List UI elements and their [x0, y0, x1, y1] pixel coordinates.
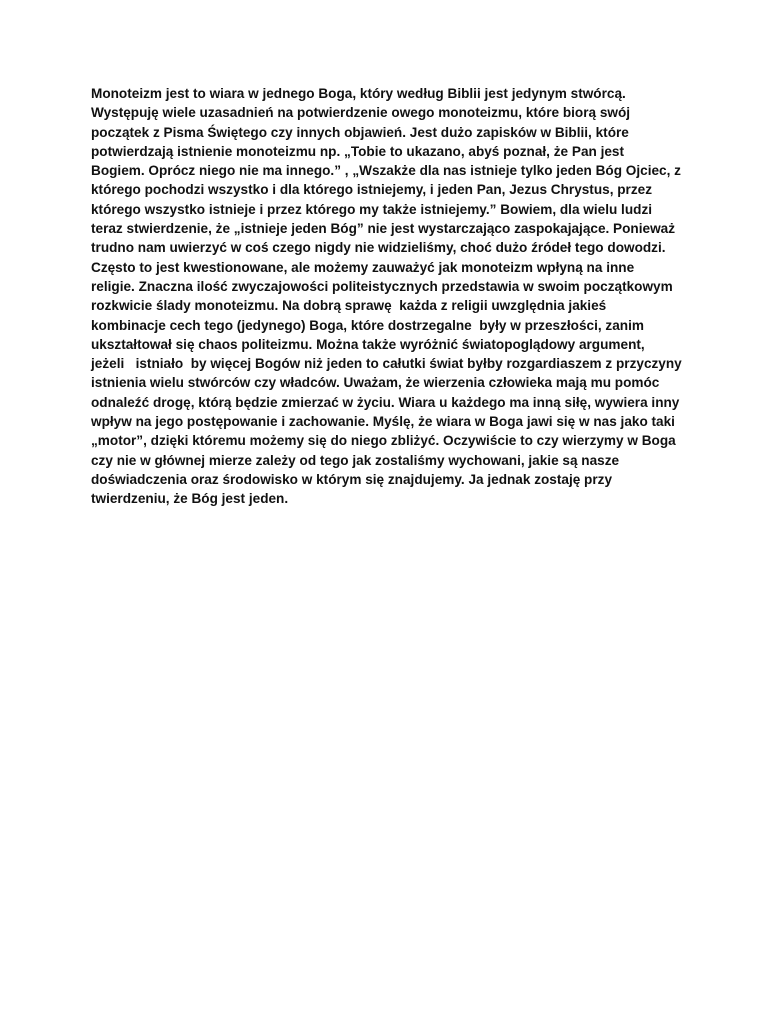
paragraph-line: kombinacje cech tego (jedynego) Boga, które dostrzegalne były w przeszłości, zanim: [91, 317, 644, 333]
paragraph-line: początek z Pisma Świętego czy innych objawień. Jest dużo zapisków w Biblii, które: [91, 124, 629, 140]
paragraph-line: Występuję wiele uzasadnień na potwierdzenie owego monoteizmu, które biorą swój: [91, 105, 631, 121]
paragraph-line: jeżeli istniało by więcej Bogów niż jeden to całutki świat byłby rozgardiaszem z przyczyny: [91, 356, 682, 372]
paragraph-line: doświadczenia oraz środowisko w którym się znajdujemy. Ja jednak zostaję przy: [91, 471, 613, 487]
paragraph-line: Często to jest kwestionowane, ale możemy zauważyć jak monoteizm wpłyną na inne: [91, 259, 635, 275]
paragraph-line: rozkwicie ślady monoteizmu. Na dobrą sprawę każda z religii uwzględnia jakieś: [91, 298, 607, 314]
paragraph-line: trudno nam uwierzyć w coś czego nigdy nie widzieliśmy, choć dużo źródeł tego dowodzi.: [91, 240, 666, 256]
paragraph-line: teraz stwierdzenie, że „istnieje jeden Bóg” nie jest wystarczająco zaspokajające. Ponieważ: [91, 221, 676, 237]
paragraph-line: odnaleźć drogę, którą będzie zmierzać w życiu. Wiara u każdego ma inną siłę, wywiera inny: [91, 394, 680, 410]
essay-paragraph: [91, 84, 691, 509]
paragraph-line: twierdzeniu, że Bóg jest jeden.: [91, 491, 289, 507]
paragraph-line: religie. Znaczna ilość zwyczajowości politeistycznych przedstawia w swoim początkowym: [91, 278, 673, 294]
paragraph-line: Bogiem. Oprócz niego nie ma innego.” , „Wszakże dla nas istnieje tylko jeden Bóg Ojciec, z: [91, 163, 681, 179]
paragraph-line: wpływ na jego postępowanie i zachowanie. Myślę, że wiara w Boga jawi się w nas jako taki: [91, 414, 675, 430]
paragraph-line: potwierdzają istnienie monoteizmu np. „Tobie to ukazano, abyś poznał, że Pan jest: [91, 143, 625, 159]
paragraph-line: „motor”, dzięki któremu możemy się do niego zbliżyć. Oczywiście to czy wierzymy w Boga: [91, 433, 676, 449]
paragraph-line: ukształtował się chaos politeizmu. Można także wyróżnić światopoglądowy argument,: [91, 336, 645, 352]
paragraph-line: Monoteizm jest to wiara w jednego Boga, który według Biblii jest jedynym stwórcą.: [91, 86, 626, 101]
paragraph-line: którego pochodzi wszystko i dla którego istniejemy, i jeden Pan, Jezus Chrystus, przez: [91, 182, 653, 198]
paragraph-line: którego wszystko istnieje i przez którego my także istniejemy.” Bowiem, dla wielu ludzi: [91, 201, 653, 217]
paragraph-line: czy nie w głównej mierze zależy od tego jak zostaliśmy wychowani, jakie są nasze: [91, 452, 620, 468]
paragraph-line: istnienia wielu stwórców czy władców. Uważam, że wierzenia człowieka mają mu pomóc: [91, 375, 660, 391]
